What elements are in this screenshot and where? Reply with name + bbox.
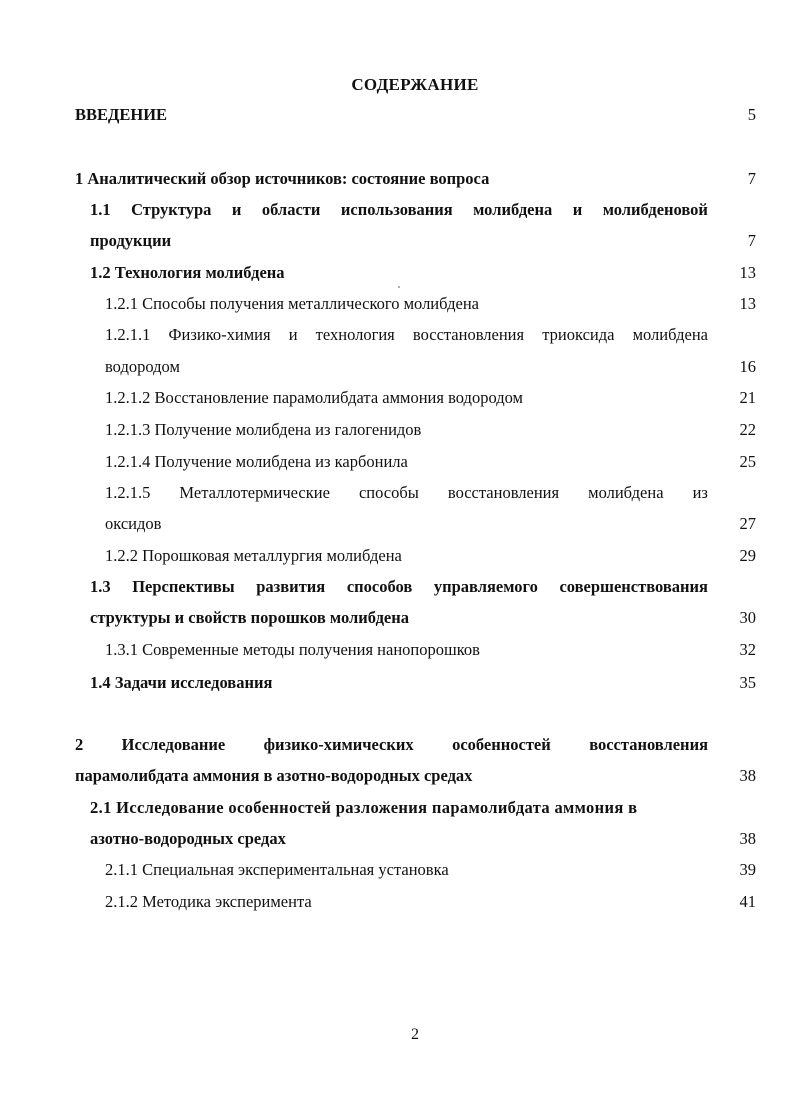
toc-entry-text: ВВЕДЕНИЕ (75, 105, 168, 124)
toc-entry-text: 1.2.1.4 Получение молибдена из карбонила (105, 452, 408, 471)
scan-speck (398, 286, 400, 288)
toc-title: СОДЕРЖАНИЕ (351, 75, 479, 94)
toc-entry-1-2-1-2 (0, 386, 793, 410)
toc-entry-1-2-1-5 (0, 481, 793, 505)
toc-entry-1-2-1-3 (0, 418, 793, 442)
toc-entry-1-1 (0, 198, 793, 222)
toc-entry-text: 1.2 Технология молибдена (90, 263, 285, 282)
toc-entry-1-2-2 (0, 544, 793, 568)
toc-entry-chapter-2 (0, 733, 793, 757)
toc-page-number: 32 (739, 640, 756, 659)
toc-entry-1-3-1 (0, 638, 793, 662)
toc-page-number: 22 (739, 420, 756, 439)
toc-page-number: 27 (739, 514, 756, 533)
page-number: 2 (411, 1026, 419, 1043)
toc-entry-2-1-1 (0, 858, 793, 882)
toc-entry-text-justified: 1.2.1.1 Физико-химия и технология восстановления триоксида молибдена (105, 325, 708, 344)
toc-entry-2-1-2 (0, 890, 793, 914)
toc-page-number: 39 (739, 860, 756, 879)
toc-entry-text-justified: 1.3 Перспективы развития способов управляемого совершенствования (90, 577, 708, 596)
toc-entry-text: 1.4 Задачи исследования (90, 673, 273, 692)
toc-entry-1-2-1-1 (0, 323, 793, 347)
toc-page-number: 30 (739, 608, 756, 627)
toc-entry-1-2 (0, 261, 793, 285)
toc-entry-text: 1 Аналитический обзор источников: состояние вопроса (75, 169, 490, 188)
toc-page-number: 25 (739, 452, 756, 471)
toc-entry-text-justified: 2 Исследование физико-химических особенностей восстановления (75, 735, 708, 754)
toc-page-number: 41 (739, 892, 756, 911)
toc-entry-text: 1.2.2 Порошковая металлургия молибдена (105, 546, 402, 565)
toc-entry-text: 1.3.1 Современные методы получения нанопорошков (105, 640, 480, 659)
toc-page-number: 13 (739, 294, 756, 313)
toc-entry-text: 1.2.1.2 Восстановление парамолибдата аммония водородом (105, 388, 523, 407)
toc-page-number: 21 (739, 388, 756, 407)
toc-page-number: 7 (747, 231, 756, 250)
toc-entry-1-1-cont (0, 229, 793, 253)
toc-entry-text: структуры и свойств порошков молибдена (90, 608, 410, 627)
toc-entry-1-2-1-1-cont (0, 355, 793, 379)
toc-entry-1-3-cont (0, 606, 793, 630)
toc-entry-text-justified: 1.1 Структура и области использования молибдена и молибденовой (90, 200, 708, 219)
toc-entry-text-justified: 1.2.1.5 Металлотермические способы восстановления молибдена из (105, 483, 708, 502)
toc-entry-text: продукции (90, 231, 172, 250)
toc-entry-2-1-cont (0, 827, 793, 851)
toc-page-number: 16 (739, 357, 756, 376)
toc-entry-intro (0, 103, 793, 127)
toc-entry-text: оксидов (105, 514, 162, 533)
toc-entry-text: 2.1.2 Методика эксперимента (105, 892, 312, 911)
toc-entry-1-4 (0, 671, 793, 695)
toc-entry-text: 2.1 Исследование особенностей разложения парамолибдата аммония в (90, 798, 638, 817)
toc-entry-text: водородом (105, 357, 180, 376)
toc-page-number: 35 (739, 673, 756, 692)
toc-entry-text: азотно-водородных средах (90, 829, 286, 848)
toc-page-number: 38 (739, 766, 756, 785)
toc-page-number: 13 (739, 263, 756, 282)
toc-entry-text: 1.2.1.3 Получение молибдена из галогенидов (105, 420, 422, 439)
toc-entry-text: парамолибдата аммония в азотно-водородных средах (75, 766, 473, 785)
toc-entry-1-2-1 (0, 292, 793, 316)
toc-page-number: 38 (739, 829, 756, 848)
toc-entry-chapter-2-cont (0, 764, 793, 788)
toc-entry-text: 2.1.1 Специальная экспериментальная установка (105, 860, 449, 879)
toc-page-number: 5 (747, 105, 756, 124)
toc-entry-1-2-1-5-cont (0, 512, 793, 536)
toc-entry-chapter-1 (0, 167, 793, 191)
toc-page-number: 7 (747, 169, 756, 188)
toc-entry-text: 1.2.1 Способы получения металлического молибдена (105, 294, 479, 313)
toc-entry-2-1 (0, 796, 793, 820)
toc-entry-1-2-1-4 (0, 450, 793, 474)
toc-entry-1-3 (0, 575, 793, 599)
toc-page-number: 29 (739, 546, 756, 565)
